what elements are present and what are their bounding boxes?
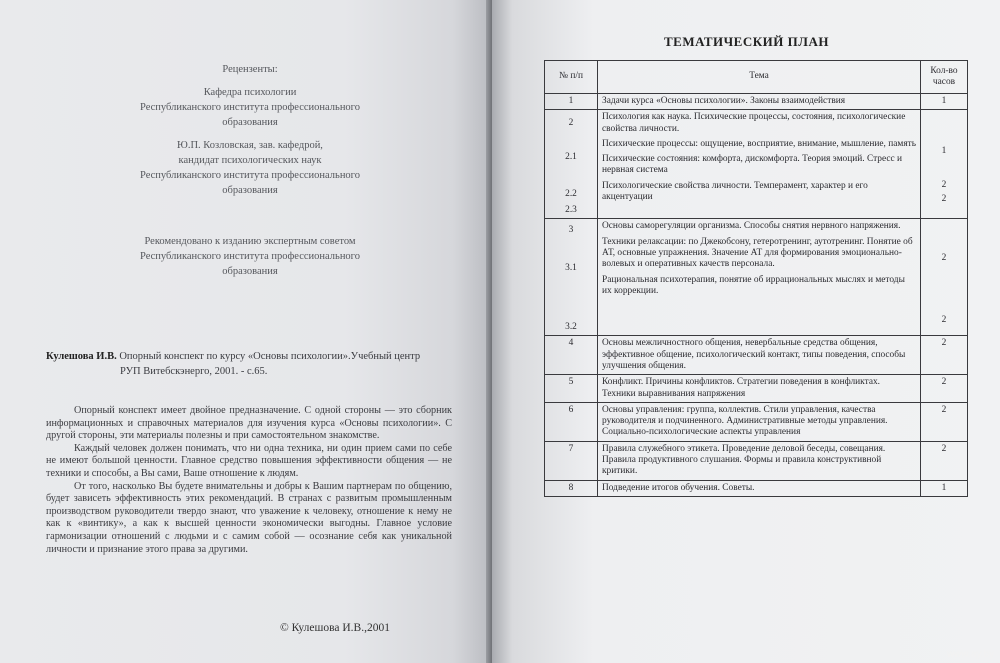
row-num: 5 [545, 375, 598, 403]
recommendation-block [70, 234, 430, 279]
reviewer2-line: образования [222, 185, 278, 196]
row-hours: 1 [921, 480, 968, 496]
row-topic: Подведение итогов обучения. Советы. [598, 480, 921, 496]
reviewer1-line: образования [222, 117, 278, 128]
header-num: № п/п [545, 61, 598, 94]
thematic-plan-table [544, 60, 968, 497]
row-num: 2 2.1 2.2 2.3 [545, 110, 598, 219]
row-hours: 2 [921, 441, 968, 480]
row-num: 7 [545, 441, 598, 480]
row-topic: Основы саморегуляции организма. Способы снятия нервного напряжения. Техники релаксации: по Джекобсону, гетеротренинг, аутотренинг. Понятие об АТ, основные упражнения. Значение АТ для формирования эмоционально-волевых и оперативных качеств персонала. Рациональная психотерапия, понятие об иррациональных мыслях и методы их коррекции. [598, 219, 921, 336]
table-row [545, 94, 968, 110]
reviewer2-line: Республиканского института профессионального [140, 170, 360, 181]
row-hours: 2 [921, 336, 968, 375]
reference-author: Кулешова И.В. [46, 351, 117, 362]
row-num: 3 3.1 3.2 [545, 219, 598, 336]
row-hours: 2 [921, 375, 968, 403]
row-topic: Конфликт. Причины конфликтов. Стратегии поведения в конфликтах. Техники выравнивания напряжения [598, 375, 921, 403]
table-row [545, 336, 968, 375]
table-row [545, 110, 968, 219]
annotation-text [46, 405, 452, 556]
copyright: © Кулешова И.В.,2001 [280, 622, 390, 634]
table-header-row [545, 61, 968, 94]
row-topic: Правила служебного этикета. Проведение деловой беседы, совещания. Правила продуктивного слушания. Формы и правила конструктивной критики. [598, 441, 921, 480]
row-num: 1 [545, 94, 598, 110]
reviewer1-line: Республиканского института профессионального [140, 102, 360, 113]
row-topic: Основы межличностного общения, невербальные средства общения, эффективное общение, психологический контакт, типы поведения, способы улучшения общения. [598, 336, 921, 375]
row-topic: Основы управления: группа, коллектив. Стили управления, качества руководителя и подчиненного. Административные методы управления. Социально-психологические аспекты управления [598, 402, 921, 441]
recommendation-line: Республиканского института профессионального [140, 251, 360, 262]
header-topic: Тема [598, 61, 921, 94]
row-hours: 2 2 [921, 219, 968, 336]
row-num: 4 [545, 336, 598, 375]
row-num: 6 [545, 402, 598, 441]
row-hours: 1 2 2 [921, 110, 968, 219]
reviewer2-line: Ю.П. Козловская, зав. кафедрой, [177, 140, 323, 151]
reviewer1-line: Кафедра психологии [203, 87, 297, 98]
row-topic: Задачи курса «Основы психологии». Законы взаимодействия [598, 94, 921, 110]
table-row [545, 480, 968, 496]
table-row [545, 402, 968, 441]
reviewers-block [70, 62, 430, 198]
plan-title: ТЕМАТИЧЕСКИЙ ПЛАН [664, 34, 829, 49]
left-page [0, 0, 492, 663]
reviewer2-line: кандидат психологических наук [178, 155, 322, 166]
reference-line2: РУП Витебскэнерго, 2001. - с.65. [120, 366, 268, 377]
row-hours: 2 [921, 402, 968, 441]
reference-text: Опорный конспект по курсу «Основы психологии».Учебный центр [116, 351, 421, 362]
bibliographic-reference [46, 349, 426, 379]
annotation-paragraph: От того, насколько Вы будете внимательны и добры к Вашим партнерам по общению, будет зависеть эффективность этих рекомендаций. В странах с развитым промышленным производством руководители твердо знают, что уважение к человеку, отношение к нему не как к «винтику», а как к высшей ценности экономически выгодны. Главное условие гармонизации отношений с людьми и с самим собой — осознание себя как уникальной личности и признание этого права за другими. [46, 480, 452, 555]
table-row [545, 375, 968, 403]
recommendation-line: образования [222, 266, 278, 277]
table-row [545, 219, 968, 336]
annotation-paragraph: Опорный конспект имеет двойное предназначение. С одной стороны — это сборник информационных и справочных материалов для изучения курса «Основы психологии». С другой стороны, эти материалы полезны и при самостоятельном знакомстве. [46, 405, 452, 442]
row-num: 8 [545, 480, 598, 496]
recommendation-line: Рекомендовано к изданию экспертным советом [144, 236, 356, 247]
row-hours: 1 [921, 94, 968, 110]
header-hours: Кол-во часов [921, 61, 968, 94]
annotation-paragraph: Каждый человек должен понимать, что ни одна техника, ни один прием сами по себе не имеют большой ценности. Главное средство повышения эффективности общения — не техники и способы, а Вы сами, Ваше отношение к людям. [46, 442, 452, 479]
reviewers-heading: Рецензенты: [222, 64, 278, 75]
row-topic: Психология как наука. Психические процессы, состояния, психологические свойства личности. Психические процессы: ощущение, восприятие, внимание, мышление, память Психические состояния: комфорта, дискомфорта. Теория эмоций. Стресс и нервная система Психологические свойства личности. Темперамент, характер и его акцентуации [598, 110, 921, 219]
table-row [545, 441, 968, 480]
site-watermark: www.ay.by [946, 649, 994, 660]
